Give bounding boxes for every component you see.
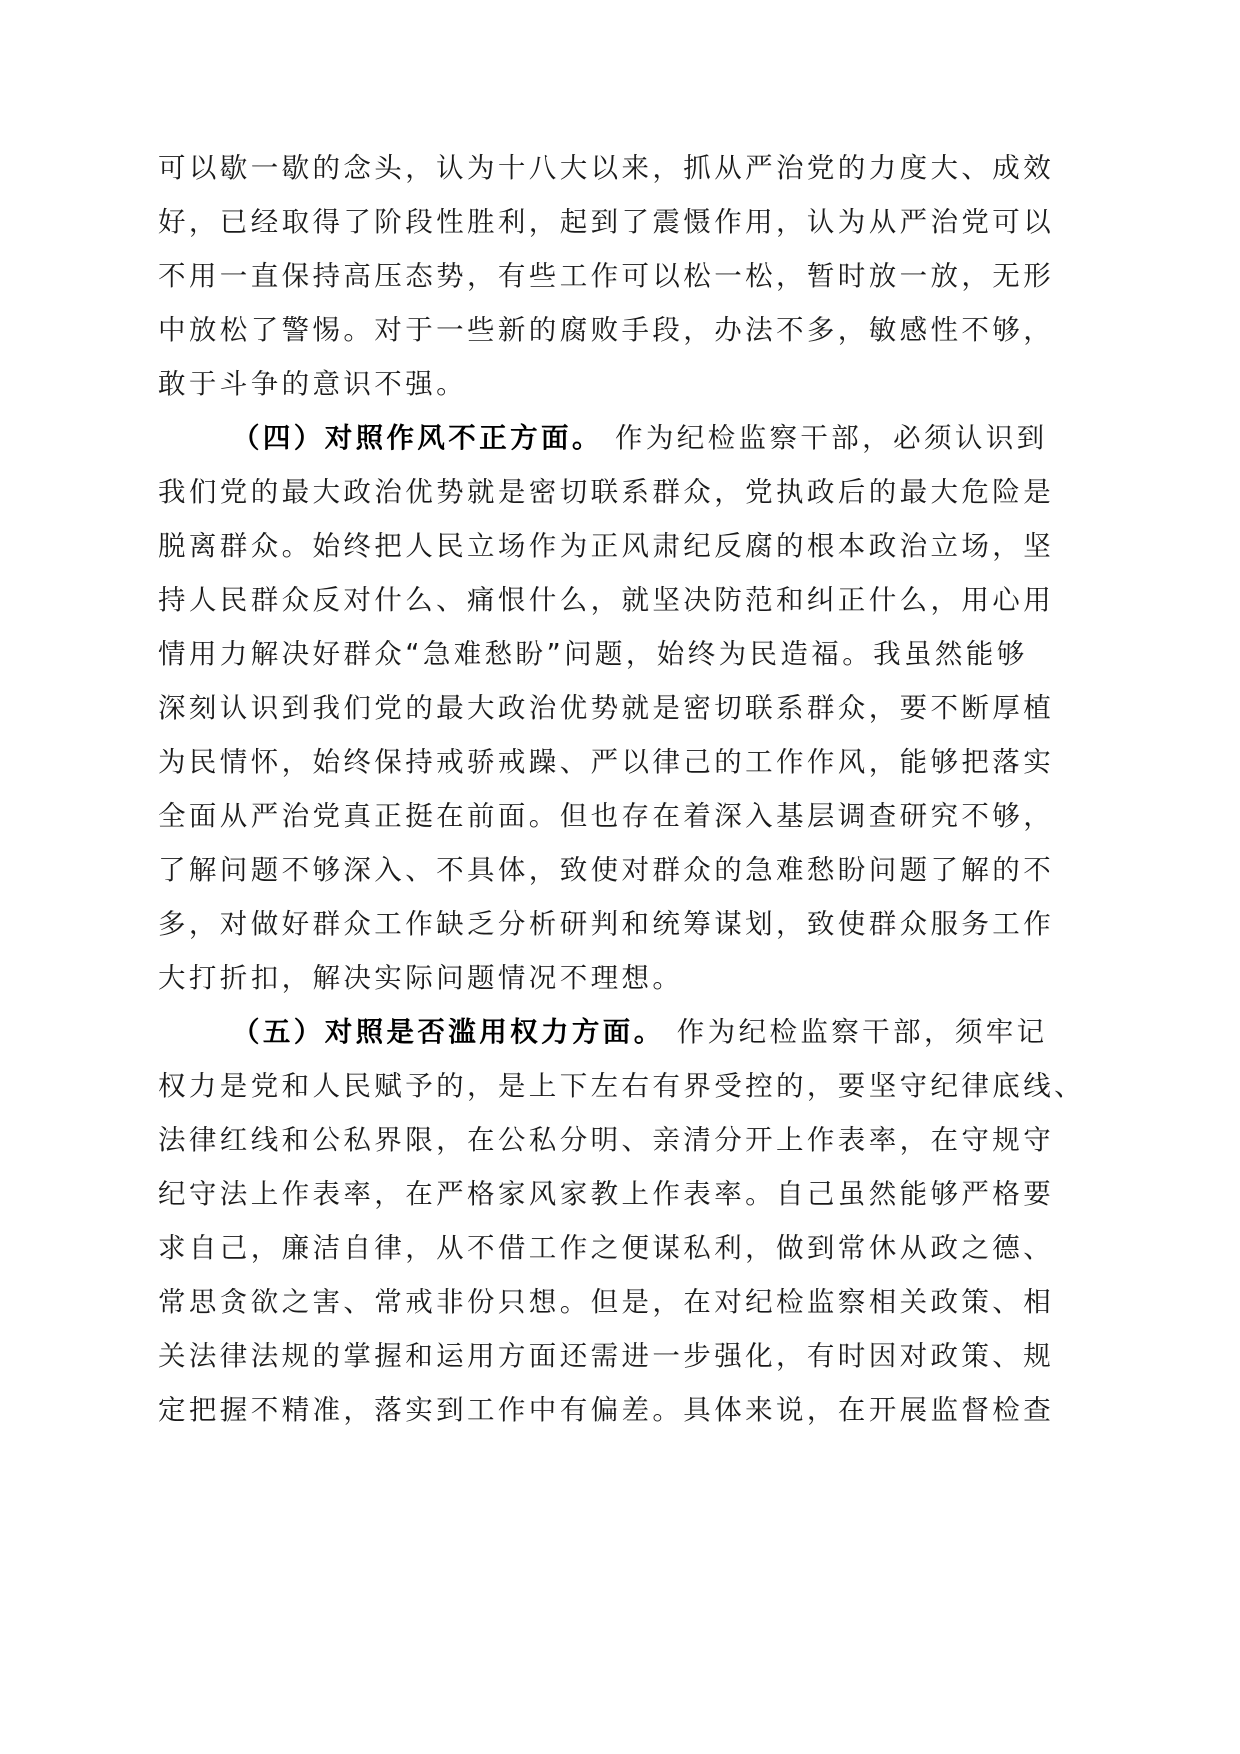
body-line: 关法律法规的掌握和运用方面还需进一步强化，有时因对政策、规 — [158, 1340, 1055, 1372]
body-line: 求自己，廉洁自律，从不借工作之便谋私利，做到常休从政之德、 — [158, 1232, 1055, 1264]
section-5-first-line-text: 作为纪检监察干部，须牢记 — [676, 1016, 1048, 1048]
body-line: 常思贪欲之害、常戒非份只想。但是，在对纪检监察相关政策、相 — [158, 1286, 1055, 1318]
body-line: 法律红线和公私界限，在公私分明、亲清分开上作表率，在守规守 — [158, 1124, 1055, 1156]
body-line: 纪守法上作表率，在严格家风家教上作表率。自己虽然能够严格要 — [158, 1178, 1055, 1210]
body-line: 持人民群众反对什么、痛恨什么，就坚决防范和纠正什么，用心用 — [158, 584, 1055, 616]
body-line: 脱离群众。始终把人民立场作为正风肃纪反腐的根本政治立场，坚 — [158, 530, 1055, 562]
body-line: 可以歇一歇的念头，认为十八大以来，抓从严治党的力度大、成效 — [158, 152, 1055, 184]
body-line: 好，已经取得了阶段性胜利，起到了震慑作用，认为从严治党可以 — [158, 206, 1055, 238]
section-4-first-line — [232, 418, 1048, 458]
body-line: 大打折扣，解决实际问题情况不理想。 — [158, 962, 684, 994]
section-5-first-line — [232, 1012, 1048, 1052]
body-line: 情用力解决好群众“急难愁盼”问题，始终为民造福。我虽然能够 — [158, 638, 1028, 670]
body-line: 中放松了警惕。对于一些新的腐败手段，办法不多，敏感性不够， — [158, 314, 1055, 346]
body-line: 权力是党和人民赋予的，是上下左右有界受控的，要坚守纪律底线、 — [158, 1070, 1085, 1102]
body-line: 多，对做好群众工作缺乏分析研判和统筹谋划，致使群众服务工作 — [158, 908, 1055, 940]
body-line: 定把握不精准，落实到工作中有偏差。具体来说，在开展监督检查 — [158, 1394, 1055, 1426]
body-line: 了解问题不够深入、不具体，致使对群众的急难愁盼问题了解的不 — [158, 854, 1055, 886]
body-line: 不用一直保持高压态势，有些工作可以松一松，暂时放一放，无形 — [158, 260, 1055, 292]
body-line: 深刻认识到我们党的最大政治优势就是密切联系群众，要不断厚植 — [158, 692, 1055, 724]
section-4-first-line-text: 作为纪检监察干部，必须认识到 — [614, 422, 1048, 454]
body-line: 全面从严治党真正挺在前面。但也存在着深入基层调查研究不够， — [158, 800, 1055, 832]
section-4-heading: （四）对照作风不正方面。 — [232, 422, 603, 454]
section-5-heading: （五）对照是否滥用权力方面。 — [232, 1016, 665, 1048]
body-line: 敢于斗争的意识不强。 — [158, 368, 467, 400]
body-line: 为民情怀，始终保持戒骄戒躁、严以律己的工作作风，能够把落实 — [158, 746, 1055, 778]
body-line: 我们党的最大政治优势就是密切联系群众，党执政后的最大危险是 — [158, 476, 1055, 508]
